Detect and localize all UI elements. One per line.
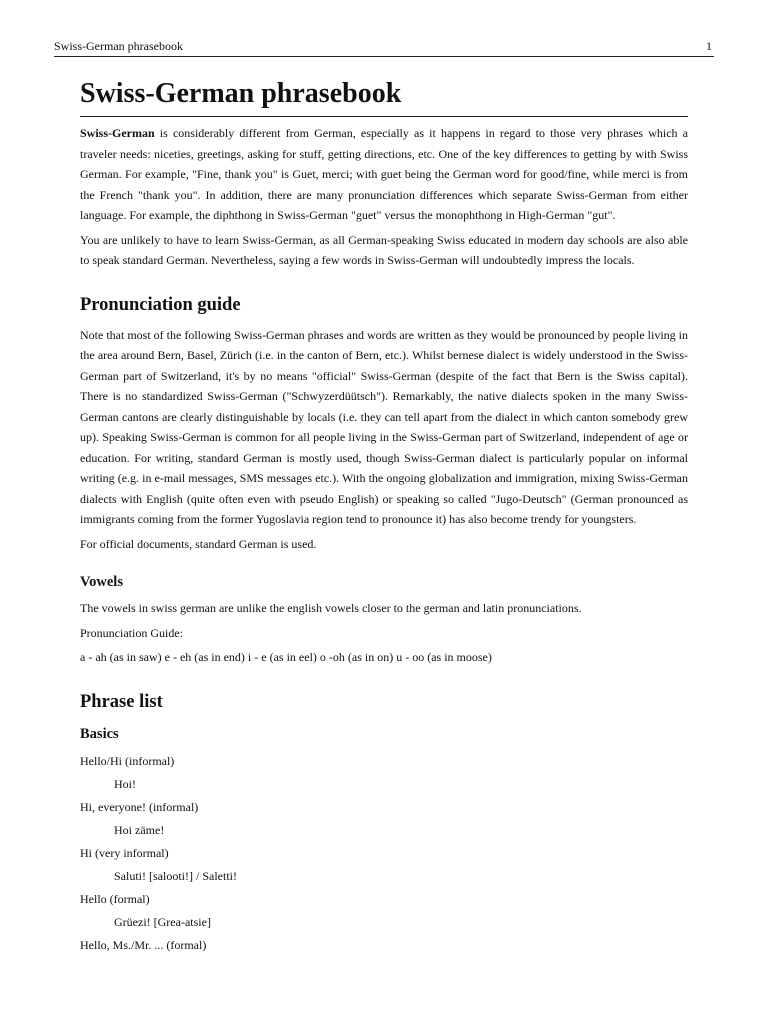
phrase-swiss-german: Saluti! [salooti!] / Saletti!	[114, 868, 237, 883]
vowels-paragraph-1: The vowels in swiss german are unlike the english vowels closer to the german and latin pronunciations.	[80, 601, 582, 615]
phrase-english: Hi (very informal)	[80, 845, 169, 860]
phrase-swiss-german: Hoi!	[114, 776, 136, 791]
vowels-paragraph-2: Pronunciation Guide:	[80, 625, 183, 640]
article-body	[80, 76, 688, 957]
section-heading-phrase-list: Phrase list	[80, 691, 163, 712]
intro-paragraph-2: You are unlikely to have to learn Swiss-German, as all German-speaking Swiss educated in modern day schools are also able to speak standard German. Nevertheless, saying a few words in Swiss-German will undoubtedly impress the locals.	[80, 232, 688, 267]
pronunciation-paragraph-1: Note that most of the following Swiss-German phrases and words are written as they would be pronounced by people living in the area around Bern, Basel, Zürich (i.e. in the canton of Bern, etc.). Whilst bernese dialect is widely understood in the Swiss-German part of Switzerland, it's by no means "official" Swiss-German (despite of the fact that Bern is the Swiss capital). There is no standardized Swiss-German ("Schwyzerdüütsch"). Remarkably, the native dialects spoken in the many Swiss-German cantons are clearly distinguishable by locals (i.e. they can tell apart from the dialect in which canton somebody grew up). Speaking Swiss-German is common for all people living in the Swiss-German part of Switzerland, independent of age or education. For writing, standard German is mostly used, though Swiss-German dialect is particularly popular on informal writing (e.g. in e-mail messages, SMS messages etc.). With the ongoing globalization and immigration, mixing Swiss-German dialects with English (quite often even with pseudo English) or speaking so called "Jugo-Deutsch" (German pronounced as immigrants coming from the former Yugoslavia region tend to pronounce it) has also become trendy for youngsters.	[80, 327, 688, 526]
phrase-english: Hello, Ms./Mr. ... (formal)	[80, 937, 207, 952]
phrase-english: Hello (formal)	[80, 891, 150, 906]
intro-bold-term: Swiss-German	[80, 126, 155, 140]
running-header	[54, 38, 714, 57]
subsection-heading-vowels: Vowels	[80, 574, 123, 590]
page-number: 1	[706, 39, 712, 53]
phrase-list	[80, 750, 688, 957]
phrase-swiss-german: Hoi zäme!	[114, 822, 165, 837]
phrase-english: Hi, everyone! (informal)	[80, 799, 199, 814]
phrase-swiss-german: Grüezi! [Grea-atsie]	[114, 914, 211, 929]
intro-paragraph-1	[80, 123, 688, 226]
intro-paragraph-1-text: is considerably different from German, especially as it happens in regard to those very phrases which a traveler needs: niceties, greetings, asking for stuff, getting directions, etc. One of the key differences to getting by with Swiss German. For example, "Fine, thank you" is Guet, merci; with guet being the German word for good/fine, while merci is from the French "thank you". In addition, there are many pronunciation differences which separate Swiss-German from either language. For example, the diphthong in Swiss-German "guet" versus the monophthong in High-German "gut".	[80, 126, 688, 222]
pronunciation-paragraph-2: For official documents, standard German is used.	[80, 536, 317, 551]
vowels-paragraph-3: a - ah (as in saw) e - eh (as in end) i - e (as in eel) o -oh (as in on) u - oo (as in moose)	[80, 650, 492, 664]
running-header-title: Swiss-German phrasebook	[54, 39, 183, 53]
subsection-heading-basics: Basics	[80, 725, 119, 742]
page-title: Swiss-German phrasebook	[80, 76, 688, 117]
section-heading-pronunciation: Pronunciation guide	[80, 294, 241, 315]
phrase-english: Hello/Hi (informal)	[80, 753, 175, 768]
